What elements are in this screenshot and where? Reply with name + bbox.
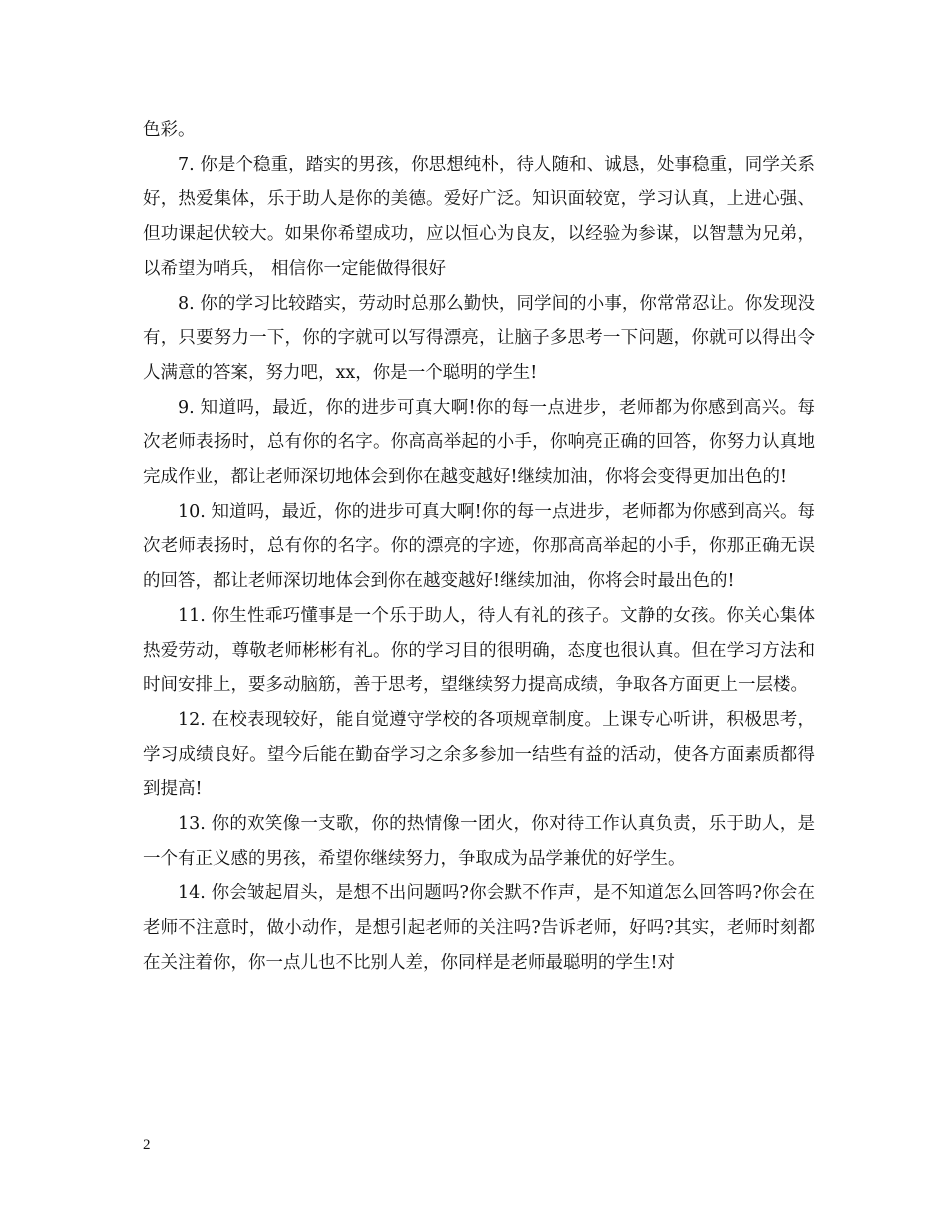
paragraph-comment-9: 9. 知道吗，最近，你的进步可真大啊!你的每一点进步，老师都为你感到高兴。每次老师表扬时，总有你的名字。你高高举起的小手，你响亮正确的回答，你努力认真地完成作业，都让老师深切地体会到你在越变越好!继续加油，你将会变得更加出色的! bbox=[143, 397, 815, 488]
paragraph-comment-10: 10. 知道吗，最近，你的进步可真大啊!你的每一点进步，老师都为你感到高兴。每次老师表扬时，总有你的名字。你的漂亮的字迹，你那高高举起的小手，你那正确无误的回答，都让老师深切地体会到你在越变越好!继续加油，你将会时最出色的! bbox=[143, 501, 815, 592]
paragraph-comment-8: 8. 你的学习比较踏实，劳动时总那么勤快，同学间的小事，你常常忍让。你发现没有，只要努力一下，你的字就可以写得漂亮，让脑子多思考一下问题，你就可以得出令人满意的答案，努力吧，xx，你是一个聪明的学生! bbox=[143, 293, 815, 383]
paragraph-comment-13: 13. 你的欢笑像一支歌，你的热情像一团火，你对待工作认真负责，乐于助人，是一个有正义感的男孩，希望你继续努力，争取成为品学兼优的好学生。 bbox=[143, 814, 815, 869]
document-body bbox=[143, 113, 815, 981]
paragraph-comment-12: 12. 在校表现较好，能自觉遵守学校的各项规章制度。上课专心听讲，积极思考，学习成绩良好。望今后能在勤奋学习之余多参加一结些有益的活动，使各方面素质都得到提高! bbox=[143, 709, 815, 800]
paragraph-comment-7: 7. 你是个稳重，踏实的男孩，你思想纯朴，待人随和、诚恳，处事稳重，同学关系好，热爱集体，乐于助人是你的美德。爱好广泛。知识面较宽，学习认真，上进心强、但功课起伏较大。如果你希望成功，应以恒心为良友，以经验为参谋，以智慧为兄弟，以希望为哨兵， 相信你一定能做得很好 bbox=[143, 154, 815, 279]
page-number: 2 bbox=[143, 1137, 151, 1153]
paragraph-comment-14: 14. 你会皱起眉头，是想不出问题吗?你会默不作声，是不知道怎么回答吗?你会在老师不注意时，做小动作，是想引起老师的关注吗?告诉老师，好吗?其实，老师时刻都在关注着你，你一点儿也不比别人差，你同样是老师最聪明的学生!对 bbox=[143, 883, 815, 973]
paragraph-continuation: 色彩。 bbox=[143, 120, 196, 140]
paragraph-comment-11: 11. 你生性乖巧懂事是一个乐于助人，待人有礼的孩子。文静的女孩。你关心集体热爱劳动，尊敬老师彬彬有礼。你的学习目的很明确，态度也很认真。但在学习方法和时间安排上，要多动脑筋，善于思考，望继续努力提高成绩，争取各方面更上一层楼。 bbox=[143, 605, 815, 696]
